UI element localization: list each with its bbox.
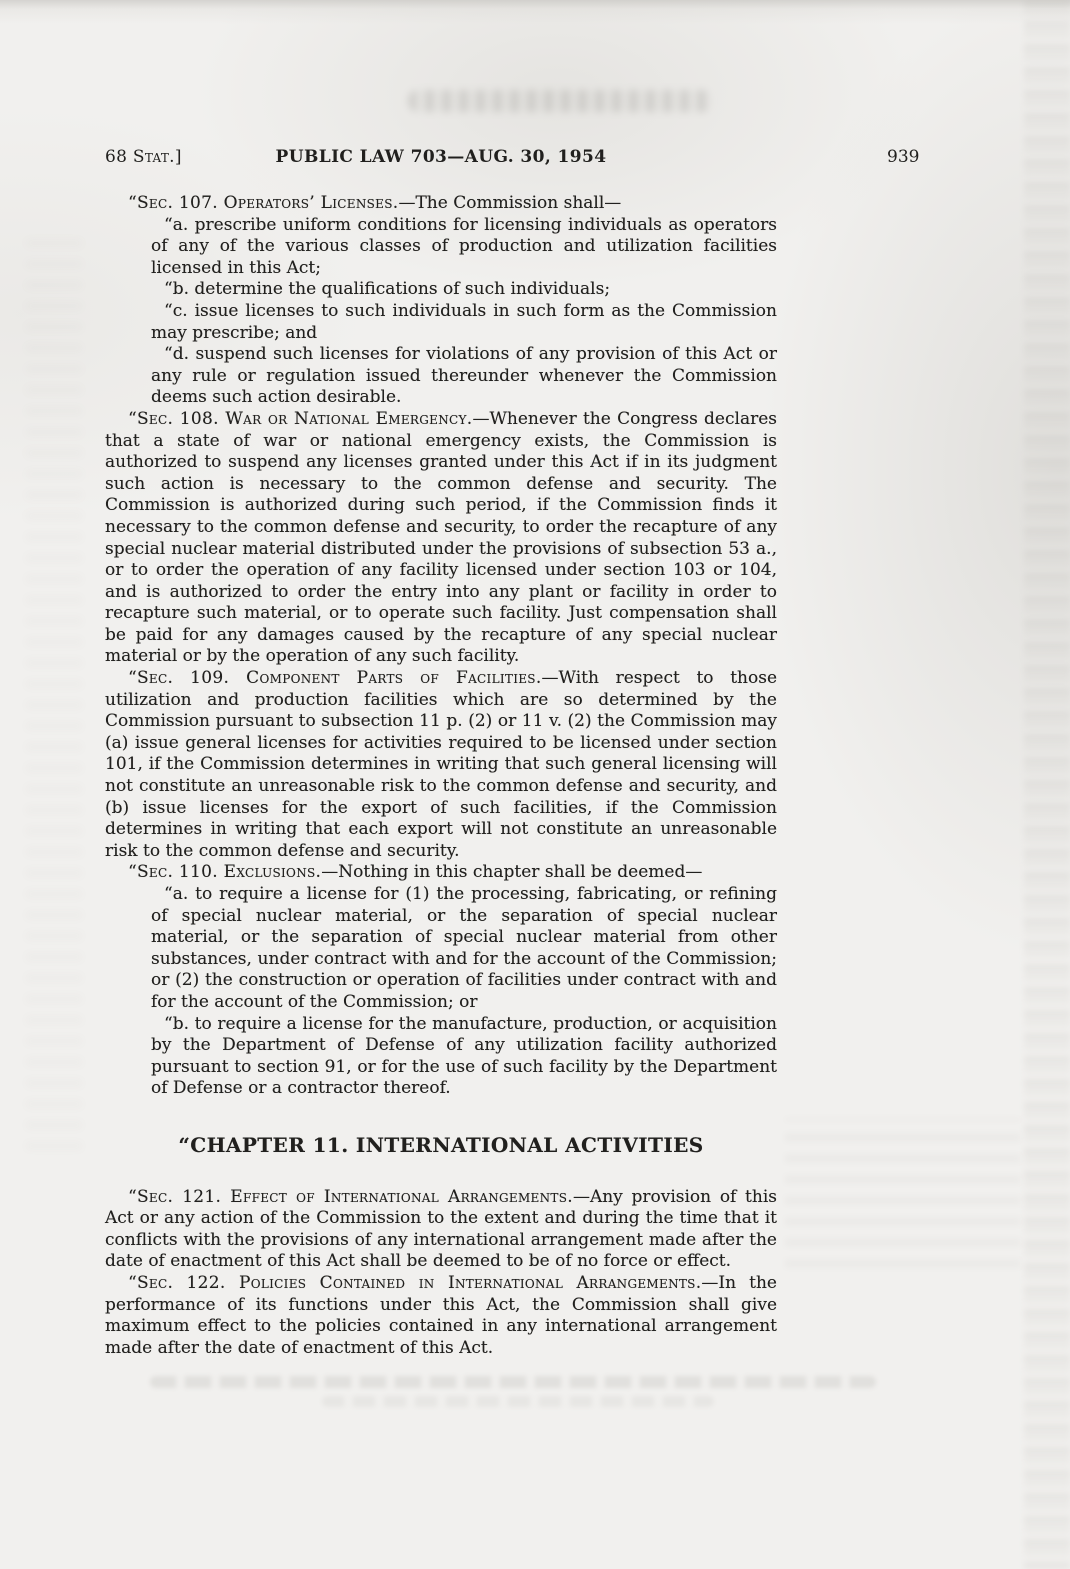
statute-paragraph	[105, 409, 777, 668]
paragraph-text: —Any provision of this Act or any action of the Commission to the extent and during the time that it conflicts with the provisions of any international arrangement made after the date of enactment of this Act shall be deemed to be of no force or effect.	[105, 1186, 777, 1272]
paragraph-text: “a. to require a license for (1) the processing, fabricating, or refining of special nuclear material, or the separation of special nuclear material, or the separation of special nuclear material from other substances, under contract with and for the account of the Commission; or (2) the construction or operation of facilities under contract with and for the account of the Commission; or	[151, 884, 777, 1012]
statute-paragraph	[105, 862, 777, 884]
paragraph-text: “d. suspend such licenses for violations of any provision of this Act or any rule or regulation issued thereunder whenever the Commission deems such action desirable.	[151, 344, 777, 408]
paragraph-text: “b. determine the qualifications of such individuals;	[164, 279, 611, 300]
scan-edge-mottling-right	[1024, 0, 1070, 1569]
section-label: “Sec. 110. Exclusions.	[128, 862, 322, 883]
statute-paragraph	[151, 344, 777, 409]
paragraph-text: “b. to require a license for the manufacture, production, or acquisition by the Department of Defense of any utilization facility authorized pursuant to section 91, or for the use of such facility by the Department of Defense or a contractor thereof.	[151, 1013, 777, 1099]
running-header	[0, 147, 1070, 171]
bleedthrough-ghost-right	[785, 1118, 1020, 1268]
statute-paragraph	[105, 193, 777, 215]
paragraph-text: “c. issue licenses to such individuals in such form as the Commission may prescribe; and	[151, 300, 777, 343]
statute-paragraph	[151, 1014, 777, 1100]
section-label: “Sec. 121. Effect of International Arrangements.	[128, 1186, 573, 1207]
bleedthrough-smudge-top	[408, 90, 713, 112]
paragraph-text: —Whenever the Congress declares that a state of war or national emergency exists, the Commission is authorized to suspend any licenses granted under this Act if in its judgment such action is necessary to the common defense and security. The Commission is authorized during such period, if the Commission finds it necessary to the common defense and security, to order the recapture of any special nuclear material distributed under the provisions of subsection 53 a., or to order the operation of any facility licensed under section 103 or 104, and is authorized to order the entry into any plant or facility in order to recapture such material, or to operate such facility. Just compensation shall be paid for any damages caused by the recapture of any special nuclear material or by the operation of any such facility.	[105, 408, 777, 667]
section-label: “Sec. 122. Policies Contained in International Arrangements.	[128, 1272, 702, 1293]
statute-paragraph	[151, 279, 777, 301]
chapter-heading: “CHAPTER 11. INTERNATIONAL ACTIVITIES	[178, 1132, 704, 1157]
statute-volume-label: 68 Stat.]	[105, 147, 182, 167]
section-label: “Sec. 107. Operators’ Licenses.	[128, 193, 399, 213]
page-number: 939	[887, 147, 920, 167]
statute-paragraph	[151, 301, 777, 344]
paragraph-text: —Nothing in this chapter shall be deemed—	[321, 862, 703, 883]
paragraph-text: “a. prescribe uniform conditions for licensing individuals as operators of any of the various classes of production and utilization facilities licensed in this Act;	[151, 214, 777, 278]
statute-paragraph	[151, 215, 777, 280]
paragraph-text: —In the performance of its functions under this Act, the Commission shall give maximum effect to the policies contained in any international arrangement made after the date of enactment of this Act.	[105, 1272, 777, 1358]
bleedthrough-line-bottom-1	[150, 1376, 876, 1388]
bleedthrough-line-bottom-2	[322, 1396, 714, 1407]
paragraph-text: —With respect to those utilization and production facilities which are so determined by the Commission pursuant to subsection 11 p. (2) or 11 v. (2) the Commission may (a) issue general licenses for activities required to be licensed under section 101, if the Commission determines in writing that such general licensing will not constitute an unreasonable risk to the common defense and security, and (b) issue licenses for the export of such facilities, if the Commission determines in writing that each export will not constitute an unreasonable risk to the common defense and security.	[105, 668, 777, 861]
section-label: “Sec. 109. Component Parts of Facilities.	[128, 668, 542, 689]
section-label: “Sec. 108. War or National Emergency.	[128, 408, 473, 429]
bleedthrough-ghost-left	[26, 230, 82, 1150]
paragraph-text: —The Commission shall—	[398, 193, 622, 213]
law-title: PUBLIC LAW 703—AUG. 30, 1954	[275, 147, 607, 167]
statute-paragraph	[105, 668, 777, 862]
statute-paragraph	[151, 884, 777, 1014]
statute-text-column	[105, 193, 777, 1359]
statute-paragraph	[105, 1273, 777, 1359]
statute-paragraph	[105, 1187, 777, 1273]
